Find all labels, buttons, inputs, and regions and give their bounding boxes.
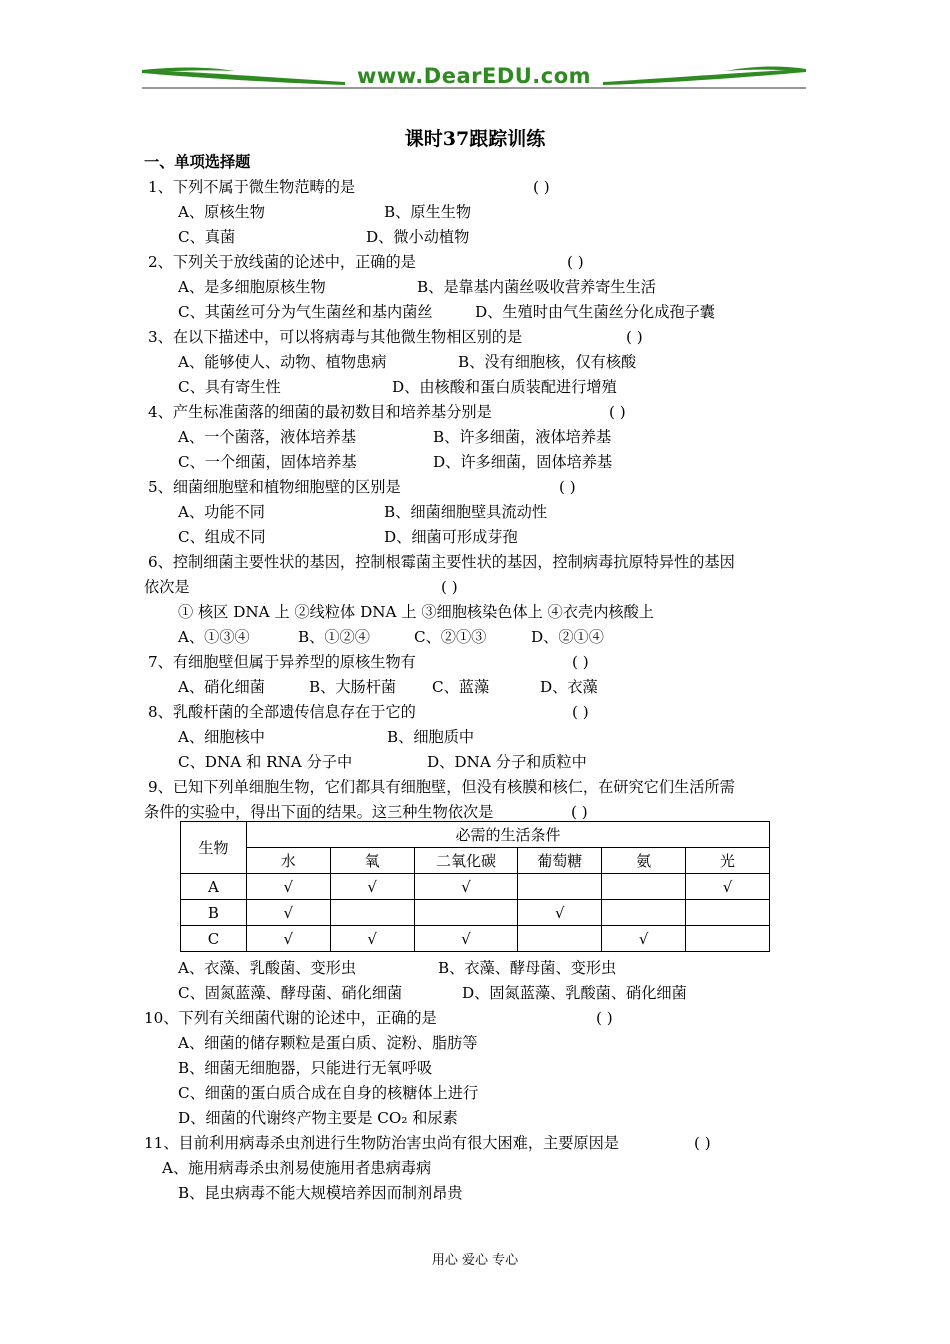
option-3a: A、能够使人、动物、植物患病 [178,353,387,371]
table-subheader-row [181,848,770,874]
option-3c: C、具有寄生性 [178,378,281,396]
option-10a: A、细菌的储存颗粒是蛋白质、淀粉、脂肪等 [178,1034,478,1052]
option-8a: A、细胞核中 [178,728,265,746]
option-4b: B、许多细菌，液体培养基 [433,428,612,446]
table-col-header: 水 [246,848,330,874]
question-6-continued: 依次是 [144,578,190,596]
table-cell: √ [246,926,330,952]
option-5d: D、细菌可形成芽孢 [384,528,518,546]
conditions-table [180,821,770,952]
table-header-row [181,822,770,848]
option-2b: B、是靠基内菌丝吸收营养寄生生活 [417,278,656,296]
question-11: 11、目前利用病毒杀虫剂进行生物防治害虫尚有很大困难，主要原因是 [144,1134,619,1152]
table-cell [602,900,686,926]
option-6d: D、②①④ [531,628,604,646]
question-6: 6、控制细菌主要性状的基因，控制根霉菌主要性状的基因，控制病毒抗原特异性的基因 [148,553,735,571]
page-title: 课时37跟踪训练 [404,128,546,150]
option-11b: B、昆虫病毒不能大规模培养因而制剂昂贵 [178,1184,463,1202]
option-4c: C、一个细菌，固体培养基 [178,453,357,471]
question-7: 7、有细胞壁但属于异养型的原核生物有 [148,653,416,671]
table-cell: √ [246,874,330,900]
option-7a: A、硝化细菌 [178,678,265,696]
option-5c: C、组成不同 [178,528,266,546]
option-8d: D、DNA 分子和质粒中 [427,753,587,771]
option-10b: B、细菌无细胞器，只能进行无氧呼吸 [178,1059,433,1077]
option-1a: A、原核生物 [178,203,265,221]
table-cell: √ [414,926,518,952]
table-col-header: 氨 [602,848,686,874]
question-8: 8、乳酸杆菌的全部遗传信息存在于它的 [148,703,416,721]
table-cell: √ [330,874,414,900]
answer-paren-1: ( ) [533,178,550,196]
table-cell: √ [330,926,414,952]
option-7c: C、蓝藻 [432,678,490,696]
table-col-header: 葡萄糖 [518,848,602,874]
option-1b: B、原生生物 [384,203,472,221]
table-cell: √ [414,874,518,900]
table-cell [518,874,602,900]
answer-paren-7: ( ) [572,653,589,671]
table-cell: √ [686,874,770,900]
option-5a: A、功能不同 [178,503,265,521]
question-4: 4、产生标准菌落的细菌的最初数目和培养基分别是 [148,403,492,421]
table-row-label: C [181,926,247,952]
table-col-header: 二氧化碳 [414,848,518,874]
option-9b: B、衣藻、酵母菌、变形虫 [438,959,617,977]
option-10d: D、细菌的代谢终产物主要是 CO₂ 和尿素 [178,1109,458,1127]
page-footer: 用心 爱心 专心 [431,1253,519,1268]
table-col-header: 光 [686,848,770,874]
option-4d: D、许多细菌，固体培养基 [433,453,613,471]
table-cell [686,900,770,926]
answer-paren-9: ( ) [571,803,588,821]
option-4a: A、一个菌落，液体培养基 [178,428,357,446]
answer-paren-6: ( ) [441,578,458,596]
option-2a: A、是多细胞原核生物 [178,278,326,296]
option-2c: C、其菌丝可分为气生菌丝和基内菌丝 [178,303,433,321]
answer-paren-4: ( ) [609,403,626,421]
question-2: 2、下列关于放线菌的论述中，正确的是 [148,253,416,271]
option-8c: C、DNA 和 RNA 分子中 [178,753,353,771]
option-5b: B、细菌细胞壁具流动性 [384,503,548,521]
question-1: 1、下列不属于微生物范畴的是 [148,178,356,196]
question-9-continued: 条件的实验中，得出下面的结果。这三种生物依次是 [144,803,494,821]
table-cell [686,926,770,952]
table-row [181,900,770,926]
question-9: 9、已知下列单细胞生物，它们都具有细胞壁，但没有核膜和核仁，在研究它们生活所需 [148,778,735,796]
option-2d: D、生殖时由气生菌丝分化成孢子囊 [475,303,715,321]
question-5: 5、细菌细胞壁和植物细胞壁的区别是 [148,478,401,496]
answer-paren-11: ( ) [694,1134,711,1152]
option-10c: C、细菌的蛋白质合成在自身的核糖体上进行 [178,1084,479,1102]
site-header-banner [140,62,808,92]
table-cell [330,900,414,926]
option-7b: B、大肠杆菌 [309,678,397,696]
site-name: www.DearEDU.com [356,64,592,88]
answer-paren-5: ( ) [559,478,576,496]
section-heading: 一、单项选择题 [144,153,251,171]
option-9c: C、固氮蓝藻、酵母菌、硝化细菌 [178,984,403,1002]
table-cell [518,926,602,952]
table-cell [414,900,518,926]
option-8b: B、细胞质中 [387,728,475,746]
table-row-label: A [181,874,247,900]
option-6c: C、②①③ [414,628,487,646]
option-9a: A、衣藻、乳酸菌、变形虫 [178,959,357,977]
table-col-header: 氧 [330,848,414,874]
option-6a: A、①③④ [178,628,250,646]
table-cell: √ [518,900,602,926]
table-header-organism: 生物 [181,822,247,874]
answer-paren-2: ( ) [567,253,584,271]
answer-paren-10: ( ) [596,1009,613,1027]
option-1d: D、微小动植物 [366,228,470,246]
table-header-conditions: 必需的生活条件 [246,822,769,848]
option-3d: D、由核酸和蛋白质装配进行增殖 [392,378,617,396]
answer-paren-3: ( ) [626,328,643,346]
table-row-label: B [181,900,247,926]
option-11a: A、施用病毒杀虫剂易使施用者患病毒病 [162,1159,432,1177]
option-7d: D、衣藻 [540,678,598,696]
option-1c: C、真菌 [178,228,236,246]
table-row [181,926,770,952]
table-cell: √ [246,900,330,926]
question-3: 3、在以下描述中，可以将病毒与其他微生物相区别的是 [148,328,523,346]
question-10: 10、下列有关细菌代谢的论述中，正确的是 [144,1009,437,1027]
option-9d: D、固氮蓝藻、乳酸菌、硝化细菌 [462,984,687,1002]
question-6-items: ① 核区 DNA 上 ②线粒体 DNA 上 ③细胞核染色体上 ④衣壳内核酸上 [178,603,654,621]
answer-paren-8: ( ) [572,703,589,721]
table-cell [602,874,686,900]
option-6b: B、①②④ [298,628,370,646]
table-row [181,874,770,900]
option-3b: B、没有细胞核，仅有核酸 [458,353,637,371]
table-cell: √ [602,926,686,952]
